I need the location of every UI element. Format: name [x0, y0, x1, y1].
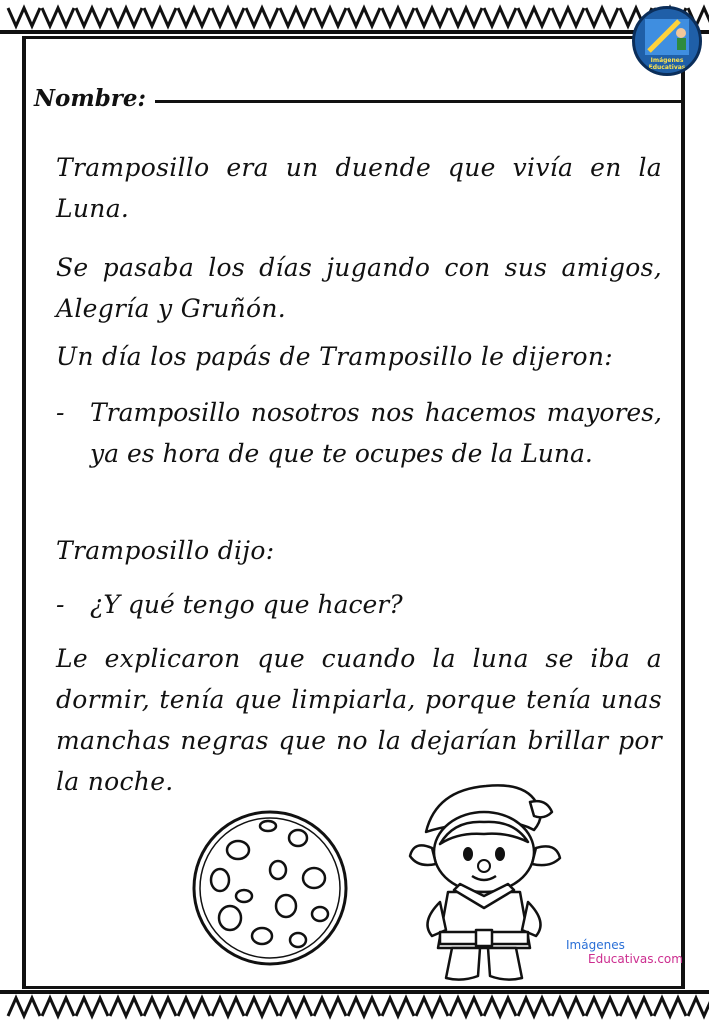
border-motif — [586, 8, 618, 26]
border-motif — [620, 998, 652, 1016]
border-motif — [552, 8, 584, 26]
border-motif — [450, 8, 482, 26]
border-motif — [178, 998, 210, 1016]
border-motif — [450, 998, 482, 1016]
dialogue-dash: - — [56, 590, 65, 619]
border-motif — [76, 8, 108, 26]
decorative-border-bottom — [0, 984, 709, 1024]
border-motif — [586, 998, 618, 1016]
paragraph-4: Tramposillo dijo: — [56, 536, 275, 565]
border-motif — [8, 8, 40, 26]
border-motif — [518, 998, 550, 1016]
logo — [632, 6, 702, 76]
border-motif — [314, 8, 346, 26]
watermark — [566, 938, 683, 966]
paragraph-3: Un día los papás de Tramposillo le dijeron: — [56, 342, 613, 371]
watermark-line-2: Educativas.com — [588, 952, 683, 966]
watermark-line-1: Imágenes — [566, 938, 625, 952]
border-motif — [246, 998, 278, 1016]
paragraph-5: Le explicaron que cuando la luna se iba a dormir, tenía que limpiarla, porque tenía unas manchas negras que no la dejarían brillar por la noche. — [56, 644, 662, 796]
border-motif — [280, 8, 312, 26]
name-label: Nombre: — [34, 85, 147, 112]
border-motif — [246, 8, 278, 26]
logo-text: Imágenes Educativas — [648, 57, 686, 71]
border-motif — [110, 998, 142, 1016]
paragraph-2: Se pasaba los días jugando con sus amigos, Alegría y Gruñón. — [56, 253, 662, 323]
dialogue-dash: - — [56, 398, 65, 427]
dialogue-text-1: Tramposillo nosotros nos hacemos mayores, ya es hora de que te ocupes de la Luna. — [90, 398, 662, 468]
dialogue-text-2: ¿Y qué tengo que hacer? — [90, 590, 403, 619]
border-motif — [212, 998, 244, 1016]
border-motif — [518, 8, 550, 26]
border-motif — [8, 998, 40, 1016]
name-writing-line[interactable] — [155, 100, 685, 103]
border-motif — [42, 998, 74, 1016]
border-motif — [348, 8, 380, 26]
name-field — [34, 86, 146, 112]
border-motif — [212, 8, 244, 26]
paragraph-1: Tramposillo era un duende que vivía en la Luna. — [56, 153, 662, 223]
border-motif — [382, 998, 414, 1016]
border-motif — [42, 8, 74, 26]
border-motif — [144, 8, 176, 26]
border-motif — [110, 8, 142, 26]
border-motif — [416, 8, 448, 26]
border-motif — [178, 8, 210, 26]
dialogue-line-2 — [56, 584, 662, 625]
border-motif — [144, 998, 176, 1016]
border-motif — [552, 998, 584, 1016]
border-motif — [76, 998, 108, 1016]
border-motif — [484, 8, 516, 26]
elf-icon — [396, 772, 574, 984]
border-motif — [348, 998, 380, 1016]
moon-icon — [190, 808, 350, 968]
border-motif — [280, 998, 312, 1016]
dialogue-line-1 — [56, 392, 662, 474]
decorative-border-top — [0, 0, 709, 40]
border-motif — [654, 998, 686, 1016]
border-motif — [688, 998, 709, 1016]
border-motif — [314, 998, 346, 1016]
border-motif — [416, 998, 448, 1016]
border-motif — [484, 998, 516, 1016]
border-motif — [382, 8, 414, 26]
